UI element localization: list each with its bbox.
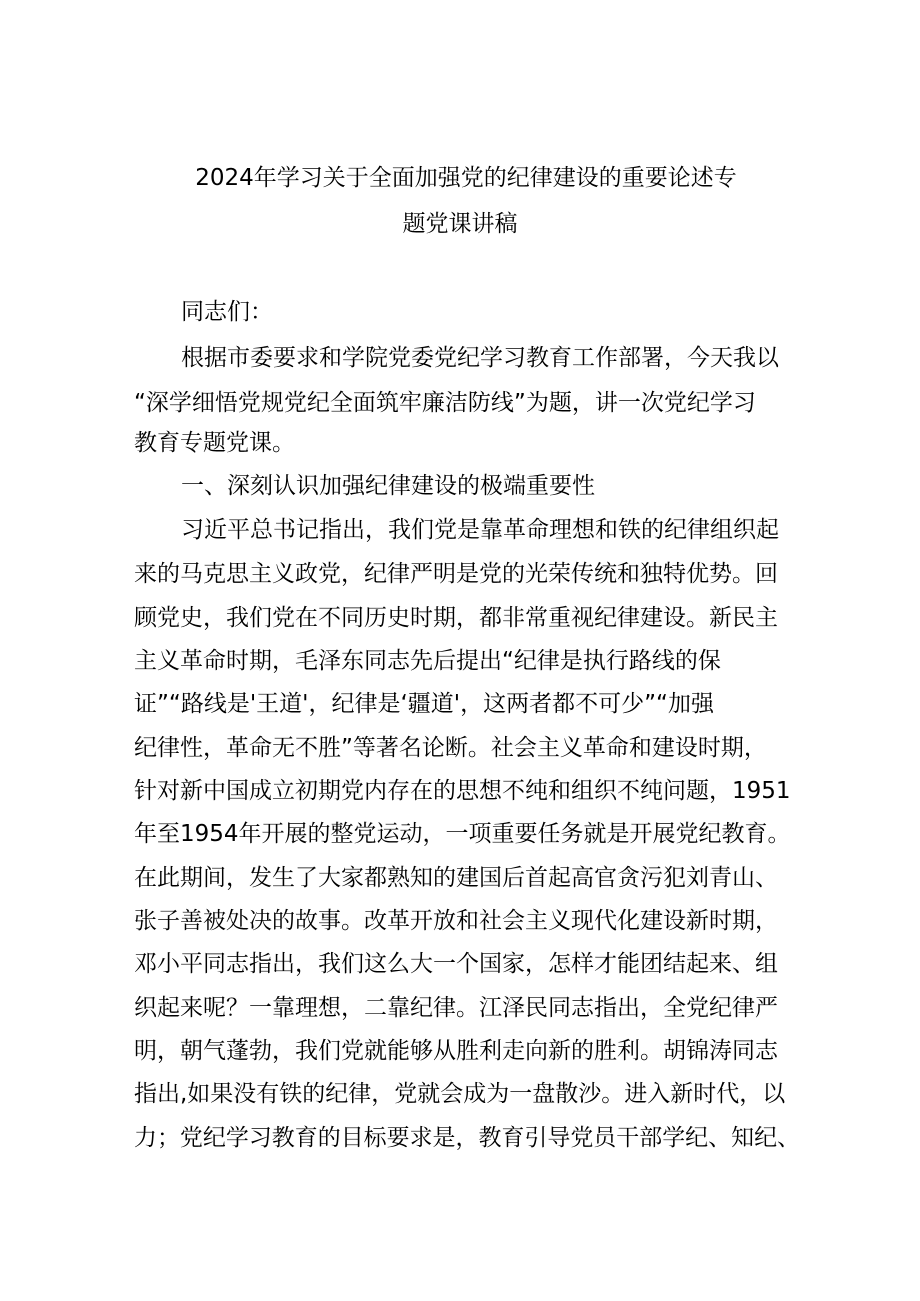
paragraph-line: 根据市委要求和学院党委党纪学习教育工作部署，今天我以 bbox=[181, 345, 779, 371]
paragraph-line: “深学细悟党规党纪全面筑牢廉洁防线”为题，讲一次党纪学习 bbox=[134, 390, 756, 416]
document-title-line-1: 2024年学习关于全面加强党的纪律建设的重要论述专 bbox=[195, 165, 737, 191]
paragraph-line: 年至1954年开展的整党运动，一项重要任务就是开展党纪教育。 bbox=[134, 821, 791, 847]
paragraph-line: 在此期间，发生了大家都熟知的建国后首起高官贪污犯刘青山、 bbox=[134, 865, 778, 891]
paragraph-line: 主义革命时期，毛泽东同志先后提出“纪律是执行路线的保 bbox=[134, 648, 721, 674]
paragraph-line: 指出,如果没有铁的纪律，党就会成为一盘散沙。进入新时代，以 bbox=[134, 1081, 786, 1107]
salutation: 同志们： bbox=[181, 299, 273, 325]
section-heading: 一、深刻认识加强纪律建设的极端重要性 bbox=[181, 473, 595, 499]
paragraph-line: 习近平总书记指出，我们党是靠革命理想和铁的纪律组织起 bbox=[181, 517, 779, 543]
paragraph-line: 邓小平同志指出，我们这么大一个国家，怎样才能团结起来、组 bbox=[134, 951, 778, 977]
paragraph-line: 证”“路线是'王道'，纪律是‘疆道'，这两者都不可少”“加强 bbox=[134, 691, 714, 717]
paragraph-line: 来的马克思主义政党，纪律严明是党的光荣传统和独特优势。回 bbox=[134, 561, 778, 587]
document-title-line-2: 题党课讲稿 bbox=[402, 211, 518, 237]
paragraph-line: 织起来呢？一靠理想，二靠纪律。江泽民同志指出，全党纪律严 bbox=[134, 995, 778, 1021]
paragraph-line: 针对新中国成立初期党内存在的思想不纯和组织不纯问题，1951 bbox=[134, 778, 791, 804]
paragraph-line: 顾党史，我们党在不同历史时期，都非常重视纪律建设。新民主 bbox=[134, 605, 778, 631]
paragraph-line: 张子善被处决的故事。改革开放和社会主义现代化建设新时期， bbox=[134, 908, 778, 934]
paragraph-line: 力；党纪学习教育的目标要求是，教育引导党员干部学纪、知纪、 bbox=[134, 1125, 800, 1151]
paragraph-line: 教育专题党课。 bbox=[134, 430, 295, 456]
paragraph-line: 纪律性，革命无不胜”等著名论断。社会主义革命和建设时期， bbox=[134, 735, 767, 761]
paragraph-line: 明，朝气蓬勃，我们党就能够从胜利走向新的胜利。胡锦涛同志 bbox=[134, 1038, 778, 1064]
